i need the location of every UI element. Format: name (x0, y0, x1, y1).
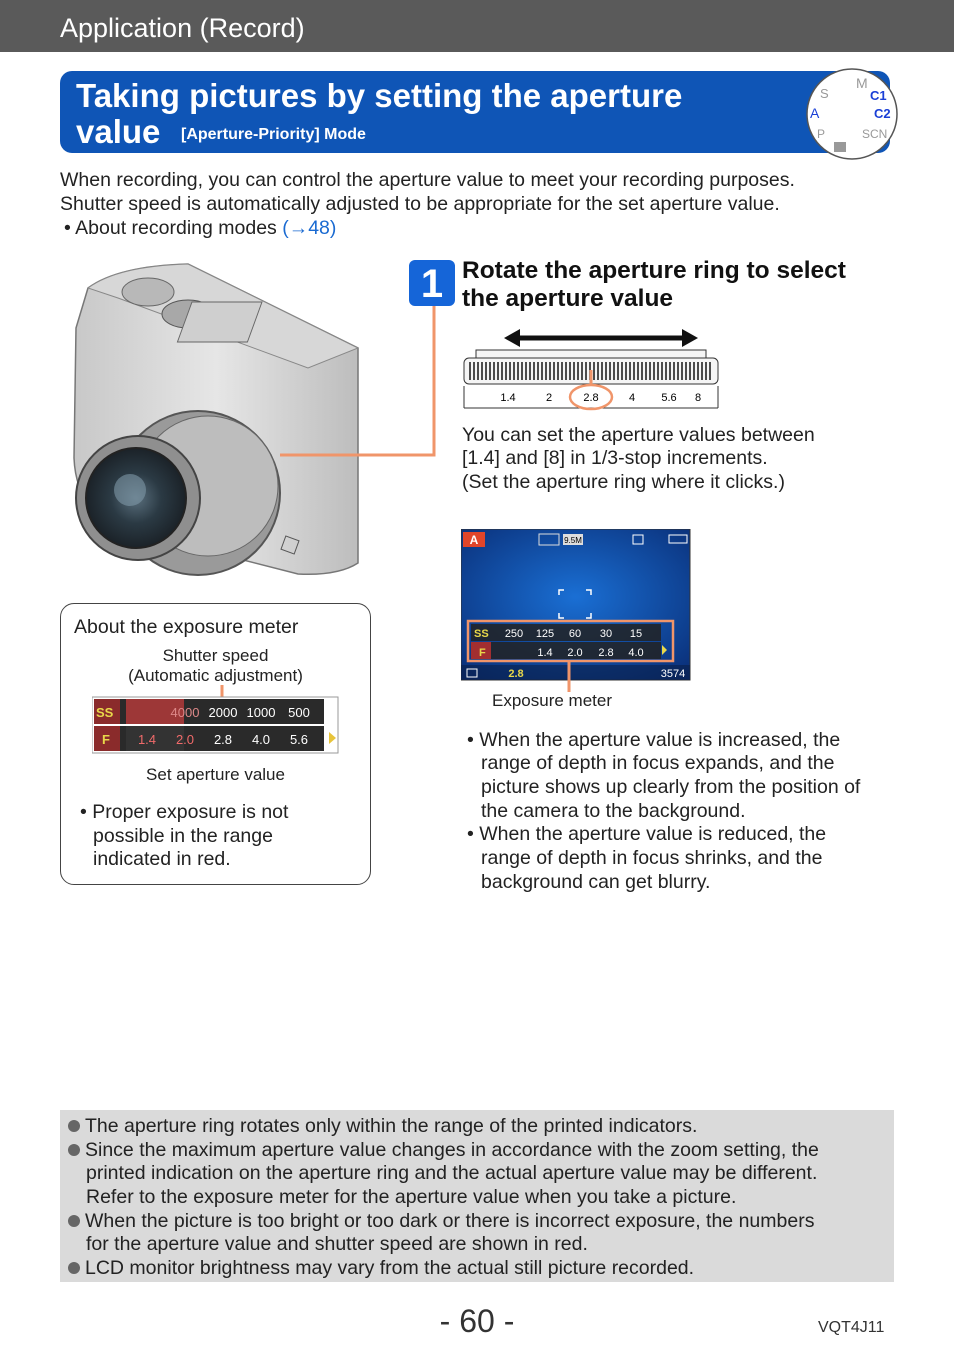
bullet-icon (68, 1120, 80, 1132)
section-title: Application (Record) (60, 13, 305, 43)
box-ss-3: 1000 (246, 705, 276, 720)
box-ss-2: 2000 (208, 705, 238, 720)
set-aperture-caption: Set aperture value (146, 765, 285, 784)
note-3 (68, 1210, 814, 1233)
dial-label-scn: SCN (862, 127, 888, 141)
note-1 (68, 1115, 697, 1138)
exposure-box-title: About the exposure meter (74, 616, 299, 638)
lcd-ss-label: SS (474, 628, 489, 640)
lcd-ss-1: 250 (504, 628, 524, 640)
effect1-line2: range of depth in focus expands, and the (481, 752, 835, 774)
lcd-current-aperture: 2.8 (508, 668, 524, 680)
dial-camera-mark (834, 142, 846, 152)
ss-caption-line1: Shutter speed (162, 646, 269, 665)
box-f-label: F (102, 732, 110, 747)
arrow-left-icon (504, 329, 520, 347)
box-f-3: 2.8 (213, 732, 233, 747)
lcd-picture-size: 9.5M (564, 536, 582, 545)
dial-label-p: P (817, 127, 826, 141)
note-3-text: When the picture is too bright or too dark or there is incorrect exposure, the numbers (85, 1210, 815, 1232)
exposure-meter-callout (566, 660, 572, 692)
note-2 (68, 1139, 819, 1162)
note-2-line3: Refer to the exposure meter for the aperture value when you take a picture. (86, 1186, 737, 1208)
ring-value-6: 8 (694, 392, 702, 404)
ring-value-1: 1.4 (500, 392, 516, 404)
lcd-ss-4: 30 (599, 628, 613, 640)
box-ss-4: 500 (288, 705, 310, 720)
note-1-text: The aperture ring rotates only within the range of the printed indicators. (85, 1115, 698, 1137)
ring-value-4: 4 (628, 392, 636, 404)
ss-caption-line2: (Automatic adjustment) (128, 666, 303, 685)
dial-label-s: S (820, 86, 829, 101)
effect2-line1: • When the aperture value is reduced, the (467, 823, 827, 845)
step-desc-line3: (Set the aperture ring where it clicks.) (462, 471, 785, 493)
note-4 (68, 1257, 694, 1280)
note-2-text: Since the maximum aperture value changes in accordance with the zoom setting, the (85, 1139, 819, 1161)
box-f-5: 5.6 (289, 732, 309, 747)
dial-label-c1: C1 (870, 88, 887, 103)
intro-bullet-text: • About recording modes (64, 217, 283, 239)
step-number: 1 (409, 260, 455, 306)
note-4-text: LCD monitor brightness may vary from the actual still picture recorded. (85, 1257, 695, 1279)
intro-line2: Shutter speed is automatically adjusted to be appropriate for the set aperture value. (60, 193, 780, 215)
dial-label-c2: C2 (874, 106, 891, 121)
box-ss-label: SS (96, 705, 114, 720)
ring-value-3: 2.8 (583, 392, 599, 404)
lcd-f-4: 4.0 (628, 647, 644, 659)
dial-label-m: M (856, 75, 868, 91)
section-header (0, 0, 954, 52)
note-2-line2: printed indication on the aperture ring and the actual aperture value may be different. (86, 1162, 818, 1184)
bullet-icon (68, 1215, 80, 1227)
aperture-ring-diagram (460, 322, 722, 414)
lcd-f-2: 2.0 (567, 647, 583, 659)
step-desc-line1: You can set the aperture values between (462, 424, 815, 446)
exposure-note-line1: • Proper exposure is not (80, 801, 289, 823)
lcd-f-1: 1.4 (537, 647, 553, 659)
exposure-meter-diagram (92, 685, 340, 755)
bullet-icon (68, 1262, 80, 1274)
mode-name: [Aperture-Priority] Mode (181, 126, 366, 143)
page-title-cont: value (76, 113, 161, 150)
lcd-f-3: 2.8 (598, 647, 614, 659)
intro-bullet (64, 217, 336, 240)
dial-label-a: A (810, 105, 820, 121)
effect1-line1: • When the aperture value is increased, the (467, 729, 841, 751)
lcd-ss-2: 125 (535, 628, 555, 640)
effect2-line2: range of depth in focus shrinks, and the (481, 847, 823, 869)
lcd-caption: Exposure meter (492, 691, 612, 710)
lcd-ss-5: 15 (629, 628, 643, 640)
page-title: Taking pictures by setting the aperture (76, 77, 683, 114)
effect2-line3: background can get blurry. (481, 871, 711, 893)
exposure-note-line2: possible in the range (93, 825, 273, 847)
ring-value-5: 5.6 (661, 392, 677, 404)
recording-modes-link[interactable]: (→48) (282, 217, 337, 239)
effect1-line3: picture shows up clearly from the position of (481, 776, 861, 798)
lcd-f-label: F (479, 647, 486, 659)
ring-value-2: 2 (545, 392, 553, 404)
arrow-right-icon (682, 329, 698, 347)
step-title-line1: Rotate the aperture ring to select (462, 257, 846, 284)
box-f-4: 4.0 (251, 732, 271, 747)
intro-line1: When recording, you can control the aperture value to meet your recording purposes. (60, 169, 795, 191)
box-ss-1: 4000 (170, 705, 200, 720)
box-f-2: 2.0 (175, 732, 195, 747)
bullet-icon (68, 1144, 80, 1156)
lcd-screen (461, 529, 691, 681)
step-title-line2: the aperture value (462, 285, 674, 312)
page-number: - 60 - (439, 1303, 515, 1339)
note-3-line2: for the aperture value and shutter speed are shown in red. (86, 1233, 588, 1255)
lcd-shots-remaining: 3574 (660, 668, 686, 680)
lcd-mode: A (469, 533, 479, 547)
callout-line (220, 300, 440, 460)
effect1-line4: the camera to the background. (481, 800, 746, 822)
box-f-1: 1.4 (137, 732, 157, 747)
step-desc-line2: [1.4] and [8] in 1/3-stop increments. (462, 447, 768, 469)
mode-dial-icon (804, 66, 900, 162)
lcd-ss-3: 60 (568, 628, 582, 640)
document-code: VQT4J11 (818, 1319, 885, 1336)
exposure-note-line3: indicated in red. (93, 848, 231, 870)
